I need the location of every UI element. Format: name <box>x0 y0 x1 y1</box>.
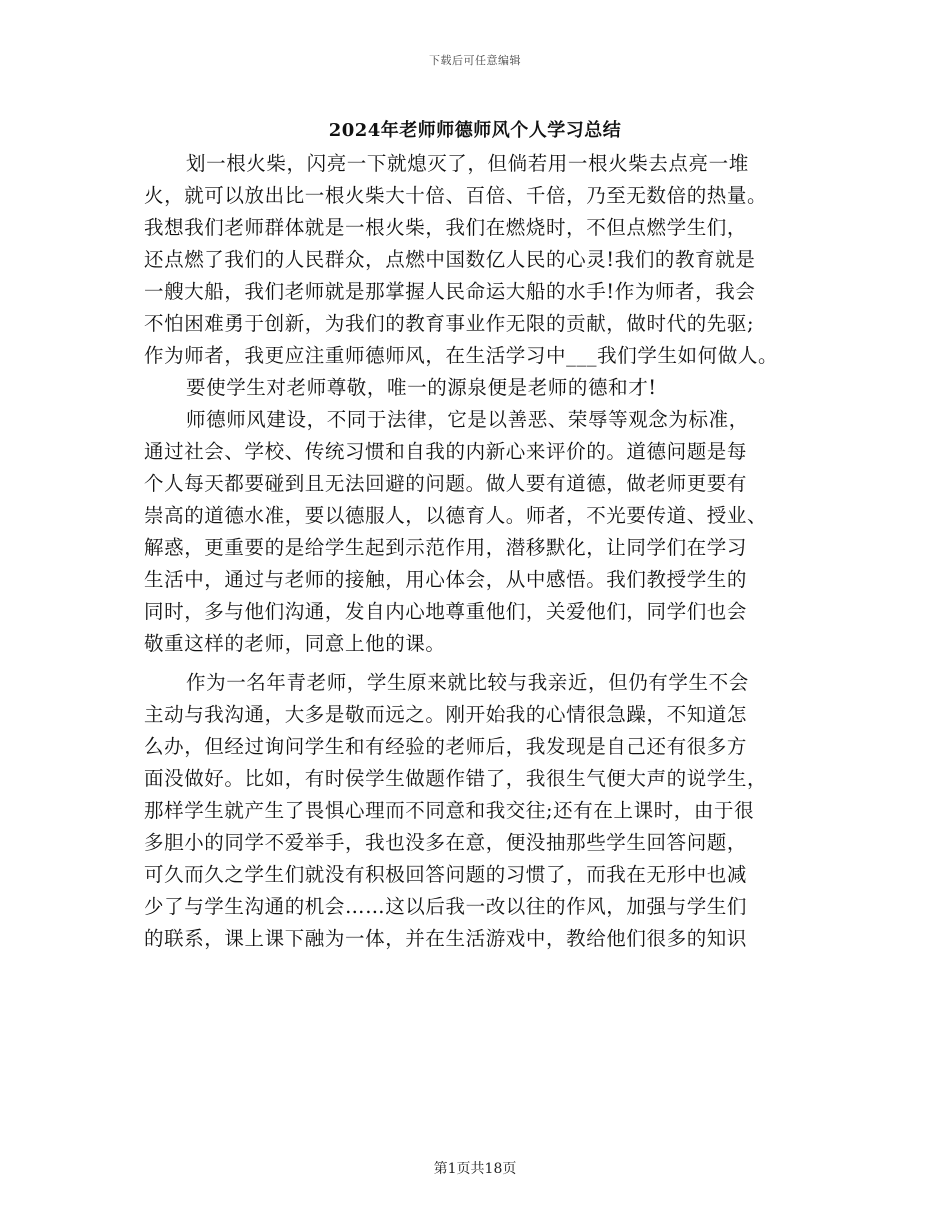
paragraph-line: 同时，多与他们沟通，发自内心地尊重他们，关爱他们，同学们也会 <box>144 600 748 623</box>
paragraph-line: 么办，但经过询问学生和有经验的老师后，我发现是自己还有很多方 <box>144 735 748 758</box>
paragraph-line: 解惑，更重要的是给学生起到示范作用，潜移默化，让同学们在学习 <box>144 536 748 559</box>
document-body <box>144 148 824 955</box>
paragraph-line: 火，就可以放出比一根火柴大十倍、百倍、千倍，乃至无数倍的热量。 <box>144 184 768 207</box>
paragraph-line: 生活中，通过与老师的接触，用心体会，从中感悟。我们教授学生的 <box>144 568 748 591</box>
paragraph-line: 面没做好。比如，有时侯学生做题作错了，我很生气便大声的说学生， <box>144 767 768 790</box>
paragraph-line: 少了与学生沟通的机会……这以后我一改以往的作风，加强与学生们 <box>144 895 748 918</box>
paragraph-line: 我想我们老师群体就是一根火柴，我们在燃烧时，不但点燃学生们， <box>144 216 748 239</box>
paragraph-line: 的联系，课上课下融为一体，并在生活游戏中，教给他们很多的知识 <box>144 927 748 950</box>
document-title: 2024年老师师德师风个人学习总结 <box>328 120 622 141</box>
paragraph-line: 不怕困难勇于创新，为我们的教育事业作无限的贡献，做时代的先驱; <box>144 312 755 335</box>
paragraph-line: 可久而久之学生们就没有积极回答问题的习惯了，而我在无形中也减 <box>144 863 748 886</box>
paragraph-line: 要使学生对老师尊敬，唯一的源泉便是老师的德和才! <box>186 376 657 399</box>
paragraph-line: 作为一名年青老师，学生原来就比较与我亲近，但仍有学生不会 <box>186 671 749 694</box>
paragraph-line: 个人每天都要碰到且无法回避的问题。做人要有道德，做老师更要有 <box>144 472 748 495</box>
paragraph-line: 敬重这样的老师，同意上他的课。 <box>144 632 446 655</box>
paragraph-line: 一艘大船，我们老师就是那掌握人民命运大船的水手!作为师者，我会 <box>144 280 756 303</box>
paragraph-line: 还点燃了我们的人民群众，点燃中国数亿人民的心灵!我们的教育就是 <box>144 248 756 271</box>
paragraph-line: 主动与我沟通，大多是敬而远之。刚开始我的心情很急躁，不知道怎 <box>144 703 748 726</box>
paragraph-line: 崇高的道德水准，要以德服人，以德育人。师者，不光要传道、授业、 <box>144 504 768 527</box>
paragraph-line: 作为师者，我更应注重师德师风，在生活学习中___我们学生如何做人。 <box>144 344 779 367</box>
paragraph-line: 师德师风建设，不同于法律，它是以善恶、荣辱等观念为标准， <box>186 408 749 431</box>
paragraph-line: 多胆小的同学不爱举手，我也没多在意，便没抽那些学生回答问题， <box>144 831 748 854</box>
page-header-note: 下载后可任意编辑 <box>429 54 521 67</box>
paragraph-line: 那样学生就产生了畏惧心理而不同意和我交往;还有在上课时，由于很 <box>144 799 755 822</box>
page-number: 第1页共18页 <box>433 1161 517 1177</box>
paragraph-line: 通过社会、学校、传统习惯和自我的内新心来评价的。道德问题是每 <box>144 440 748 463</box>
paragraph-line: 划一根火柴，闪亮一下就熄灭了，但倘若用一根火柴去点亮一堆 <box>186 152 749 175</box>
